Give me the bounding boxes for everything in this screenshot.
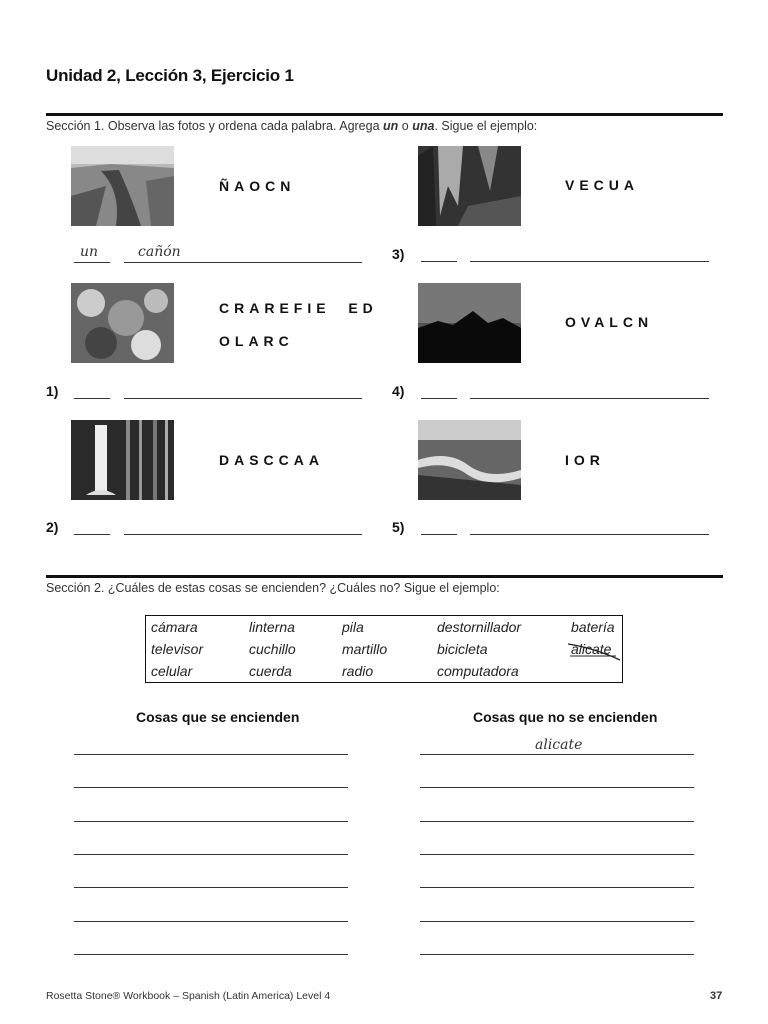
river-photo bbox=[418, 420, 521, 500]
answer-line[interactable] bbox=[420, 921, 694, 922]
word-bank-item: destornillador bbox=[437, 619, 522, 635]
column-header-off: Cosas que no se encienden bbox=[473, 709, 658, 725]
answer-line[interactable] bbox=[74, 787, 348, 788]
answer-line[interactable] bbox=[74, 954, 348, 955]
o-word: o bbox=[398, 119, 413, 133]
scrambled-word: OLARC bbox=[219, 333, 294, 349]
scrambled-word: ÑAOCN bbox=[219, 178, 296, 194]
word-bank-item: celular bbox=[151, 663, 193, 679]
word-bank-item: televisor bbox=[151, 641, 204, 657]
item-number: 3) bbox=[392, 246, 405, 262]
answer-line[interactable] bbox=[74, 854, 348, 855]
word-bank-item: cuchillo bbox=[249, 641, 296, 657]
answer-line bbox=[124, 262, 362, 263]
canyon-photo bbox=[71, 146, 174, 226]
waterfall-photo bbox=[71, 420, 174, 500]
cave-photo bbox=[418, 146, 521, 226]
word-bank-item: pila bbox=[342, 619, 364, 635]
instruction-text-end: . Sigue el ejemplo: bbox=[434, 119, 538, 133]
answer-line bbox=[74, 262, 110, 263]
answer-line[interactable] bbox=[74, 887, 348, 888]
section-divider bbox=[46, 575, 723, 578]
article-line[interactable] bbox=[74, 534, 110, 535]
answer-line[interactable] bbox=[470, 261, 709, 262]
example-off-answer: alicate bbox=[535, 737, 583, 753]
scrambled-word: CRAREFIE ED bbox=[219, 300, 378, 316]
scrambled-word: DASCCAA bbox=[219, 452, 324, 468]
answer-line[interactable] bbox=[74, 754, 348, 755]
word-bank-item: linterna bbox=[249, 619, 295, 635]
strike-mark bbox=[566, 638, 622, 664]
scrambled-word: VECUA bbox=[565, 177, 640, 193]
word-bank-item: computadora bbox=[437, 663, 519, 679]
word-bank-item: bicicleta bbox=[437, 641, 488, 657]
section1-instruction bbox=[46, 119, 537, 133]
answer-line[interactable] bbox=[420, 887, 694, 888]
answer-line[interactable] bbox=[74, 921, 348, 922]
item-number: 1) bbox=[46, 383, 59, 399]
volcano-photo bbox=[418, 283, 521, 363]
article-line[interactable] bbox=[421, 398, 457, 399]
answer-line[interactable] bbox=[420, 787, 694, 788]
un-word: un bbox=[383, 119, 399, 133]
item-number: 4) bbox=[392, 383, 405, 399]
item-number: 2) bbox=[46, 519, 59, 535]
word-bank-item: cuerda bbox=[249, 663, 292, 679]
section-divider bbox=[46, 113, 723, 116]
word-bank-item: batería bbox=[571, 619, 615, 635]
scrambled-word: OVALCN bbox=[565, 314, 654, 330]
item-number: 5) bbox=[392, 519, 405, 535]
answer-line[interactable] bbox=[124, 534, 362, 535]
section2-instruction: Sección 2. ¿Cuáles de estas cosas se encienden? ¿Cuáles no? Sigue el ejemplo: bbox=[46, 581, 500, 595]
answer-line[interactable] bbox=[420, 754, 694, 755]
answer-line[interactable] bbox=[420, 954, 694, 955]
answer-line[interactable] bbox=[74, 821, 348, 822]
answer-line[interactable] bbox=[470, 534, 709, 535]
instruction-text: Sección 1. Observa las fotos y ordena cada palabra. Agrega bbox=[46, 119, 384, 133]
article-line[interactable] bbox=[421, 261, 457, 262]
word-bank-item: radio bbox=[342, 663, 374, 679]
article-line[interactable] bbox=[421, 534, 457, 535]
answer-line[interactable] bbox=[124, 398, 362, 399]
footer-text: Rosetta Stone® Workbook – Spanish (Latin America) Level 4 bbox=[46, 990, 331, 1002]
word-bank-item: cámara bbox=[151, 619, 198, 635]
answer-line[interactable] bbox=[470, 398, 709, 399]
answer-line[interactable] bbox=[420, 821, 694, 822]
word-bank-item-crossed: alicate bbox=[571, 641, 612, 657]
answer-line[interactable] bbox=[420, 854, 694, 855]
scrambled-word: IOR bbox=[565, 452, 605, 468]
example-answer: cañón bbox=[138, 244, 181, 260]
una-word: una bbox=[412, 119, 435, 133]
word-bank-item: martillo bbox=[342, 641, 388, 657]
page-title: Unidad 2, Lección 3, Ejercicio 1 bbox=[46, 66, 294, 85]
column-header-on: Cosas que se encienden bbox=[136, 709, 300, 725]
article-line[interactable] bbox=[74, 398, 110, 399]
coral-reef-photo bbox=[71, 283, 174, 363]
page-number: 37 bbox=[710, 990, 723, 1002]
example-article: un bbox=[80, 244, 99, 260]
